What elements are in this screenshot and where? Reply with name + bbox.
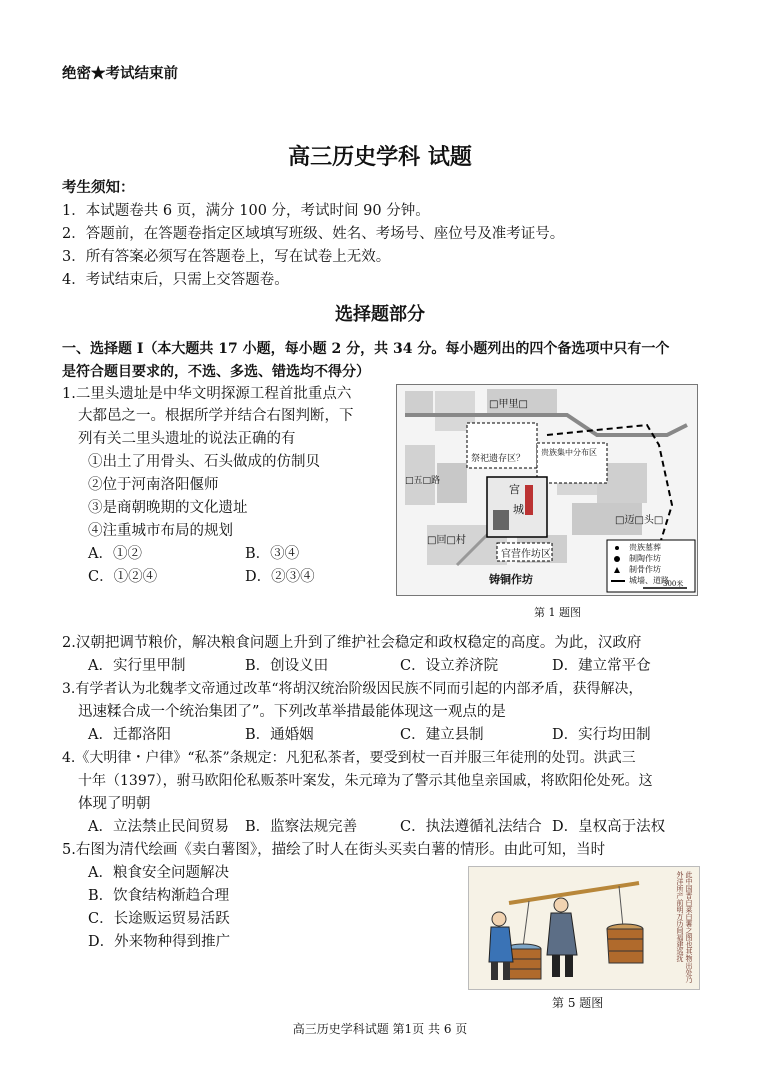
buyer-head	[492, 912, 506, 926]
palace-foundation	[493, 510, 509, 530]
legend-item: 贵族墓葬	[629, 543, 661, 552]
notice-item: 4．考试结束后，只需上交答题卷。	[62, 272, 289, 288]
page-title: 高三历史学科 试题	[288, 144, 472, 170]
q5-option-a: A．粮食安全问题解决	[88, 865, 229, 881]
map-block	[437, 463, 467, 503]
map-label: 贵族集中分布区	[541, 448, 597, 457]
q4-stem: 体现了明朝	[78, 796, 151, 812]
q5-stem: 5.右图为清代绘画《卖白薯图》，描绘了时人在街头买卖白薯的情形。由此可知，当时	[62, 842, 606, 858]
map-label: □五□路	[405, 476, 441, 486]
map-label: □迈□头□	[615, 515, 664, 526]
q1-option-c: C．①②④	[88, 569, 158, 585]
q1-item: ②位于河南洛阳偃师	[88, 477, 219, 493]
notice-item: 1．本试题卷共 6 页，满分 100 分，考试时间 90 分钟。	[62, 203, 430, 219]
map-label: 官营作坊区	[501, 549, 551, 560]
q4-option-d: D．皇权高于法权	[552, 819, 666, 835]
q1-option-d: D．②③④	[245, 569, 315, 585]
buyer-body	[489, 927, 513, 962]
q5-figure-caption: 第 5 题图	[552, 996, 604, 1010]
seller-body	[547, 913, 577, 955]
q1-option-b: B．③④	[245, 546, 300, 562]
q1-item: ①出土了用骨头、石头做成的仿制贝	[88, 454, 320, 470]
legend-item: 城墙、道路	[629, 576, 669, 585]
q3-stem: 3.有学者认为北魏孝文帝通过改革“将胡汉统治阶级因民族不同而引起的内部矛盾，获得解决，	[62, 681, 643, 697]
notice-item: 2．答题前，在答题卷指定区域填写班级、姓名、考场号、座位号及准考证号。	[62, 226, 565, 242]
q3-option-a: A．迁都洛阳	[88, 727, 171, 743]
map-label: 城	[513, 503, 524, 516]
q2-stem: 2.汉朝把调节粮价，解决粮食问题上升到了维护社会稳定和政权稳定的高度。为此，汉政府	[62, 635, 642, 651]
q1-item: ④注重城市布局的规划	[88, 523, 233, 539]
map-label: 祭祀遗存区？	[471, 454, 526, 464]
q1-item: ③是商朝晚期的文化遗址	[88, 500, 248, 516]
q5-option-b: B．饮食结构渐趋合理	[88, 888, 230, 904]
painting-inscription: 此中国晋白菜白薯之图也其物出处乃外洋所产前明万历间福建巡抚	[676, 871, 693, 983]
barrel-right	[607, 929, 643, 963]
map-label: 铸铜作坊	[489, 573, 533, 586]
legend-item: 制骨作坊	[629, 565, 661, 574]
q1-figure-caption: 第 1 题图	[534, 606, 581, 619]
q1-stem: 1.二里头遗址是中华文明探源工程首批重点六	[62, 386, 352, 402]
erlitou-site-map	[396, 384, 698, 596]
map-block	[405, 391, 433, 413]
sweet-potato-painting	[468, 866, 700, 990]
road-marker	[525, 485, 533, 515]
q4-option-a: A．立法禁止民间贸易	[88, 819, 229, 835]
seller-head	[554, 898, 568, 912]
part-instruction: 一、选择题 I（本大题共 17 小题，每小题 2 分，共 34 分。每小题列出的四个备选项中只有一个	[62, 341, 670, 357]
notice-heading: 考生须知：	[62, 179, 135, 196]
q3-option-b: B．通婚姻	[245, 727, 314, 743]
part-instruction: 是符合题目要求的，不选、多选、错选均不得分）	[62, 364, 370, 380]
q3-option-c: C．建立县制	[400, 727, 484, 743]
map-label: □回□村	[427, 535, 466, 546]
scale-label: 300米	[663, 580, 684, 588]
q5-option-d: D．外来物种得到推广	[88, 934, 231, 950]
q1-option-a: A．①②	[88, 546, 142, 562]
q2-option-c: C．设立养济院	[400, 658, 499, 674]
q2-option-d: D．建立常平仓	[552, 658, 651, 674]
notice-item: 3．所有答案必须写在答题卷上，写在试卷上无效。	[62, 249, 391, 265]
q1-stem: 大都邑之一。根据所学并结合右图判断，下	[78, 408, 354, 424]
q4-option-b: B．监察法规完善	[245, 819, 358, 835]
q4-stem: 4.《大明律・户律》“私茶”条规定：凡犯私茶者，要受到杖一百并服三年徒刑的处罚。洪武三	[62, 750, 636, 766]
map-label: □甲里□	[489, 399, 528, 410]
q2-option-a: A．实行里甲制	[88, 658, 186, 674]
map-label: 宫	[509, 483, 520, 496]
legend-item: 制陶作坊	[629, 554, 661, 563]
q4-stem: 十年（1397），驸马欧阳伦私贩茶叶案发，朱元璋为了警示其他皇亲国戚，将欧阳伦处死。这	[78, 773, 653, 789]
q3-option-d: D．实行均田制	[552, 727, 651, 743]
page-footer: 高三历史学科试题 第1页 共 6 页	[292, 1022, 468, 1036]
q3-stem: 迅速糅合成一个统治集团了”。下列改革举措最能体现这一观点的是	[78, 704, 506, 720]
q4-option-c: C．执法遵循礼法结合	[400, 819, 542, 835]
section-title: 选择题部分	[335, 304, 425, 325]
confidential-mark: 绝密★考试结束前	[62, 65, 178, 82]
q1-stem: 列有关二里头遗址的说法正确的有	[78, 431, 296, 447]
q2-option-b: B．创设义田	[245, 658, 329, 674]
q5-option-c: C．长途贩运贸易活跃	[88, 911, 230, 927]
